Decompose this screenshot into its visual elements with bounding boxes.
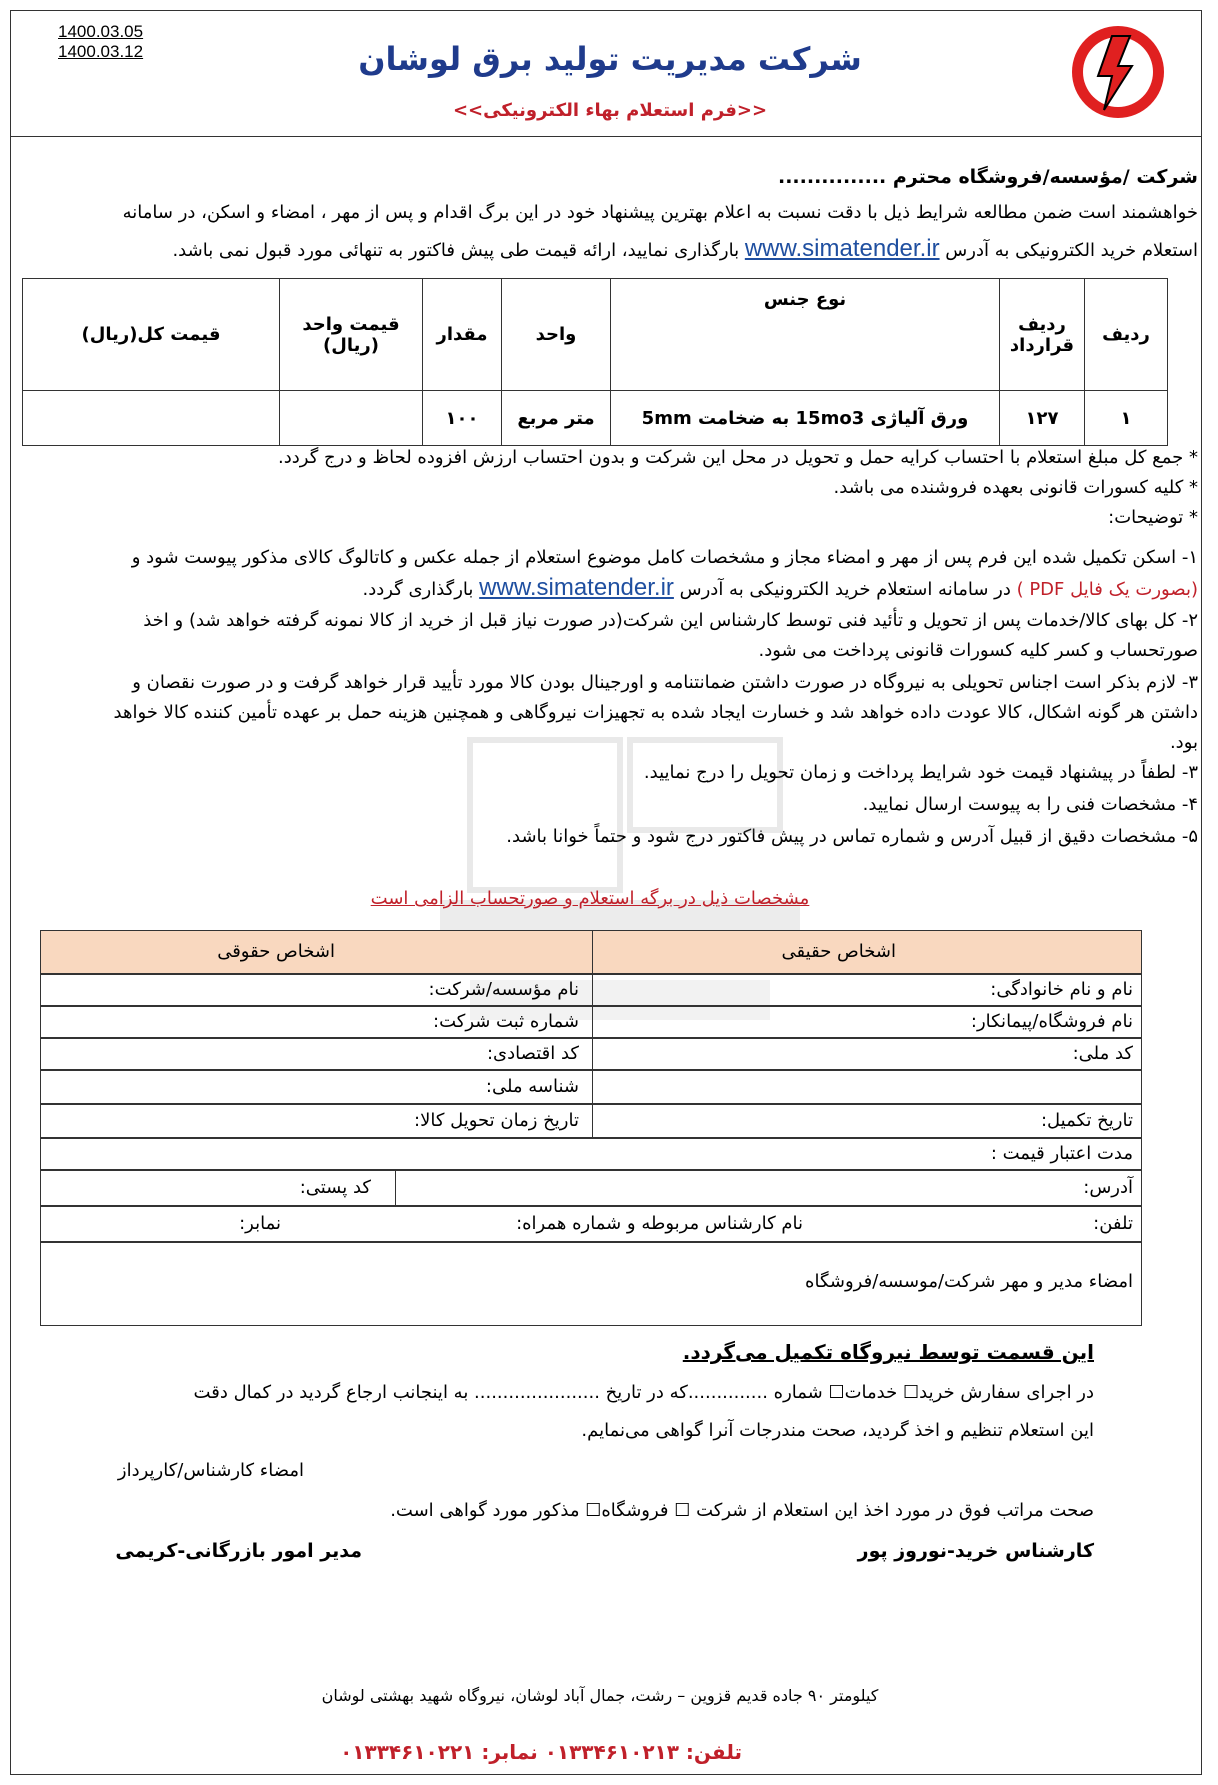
col-divider xyxy=(592,975,593,1007)
col-divider xyxy=(592,1007,593,1039)
form-row-dates[interactable] xyxy=(40,1104,1142,1138)
clause-4: ۳- لطفاً در پیشنهاد قیمت خود شرایط پرداخت و زمان تحویل را درج نمایید. xyxy=(643,762,1198,783)
col-divider xyxy=(395,1171,396,1207)
intro-line-2 xyxy=(18,234,1198,266)
date-2: 1400.03.12 xyxy=(58,42,144,61)
note-2: * کلیه کسورات قانونی بعهده فروشنده می باشد. xyxy=(833,477,1198,498)
plant-line-2: این استعلام تنظیم و اخذ گردید، صحت مندرجات آنرا گواهی می‌نمایم. xyxy=(581,1420,1094,1441)
clause-2-b: صورتحساب و کسر کلیه کسورات قانونی پرداخت می شود. xyxy=(758,640,1198,661)
clause-3-a: ۳- لازم بذکر است اجناس تحویلی به نیروگاه در صورت داشتن ضمانتنامه و اورجینال بودن کالا مورد تأیید قرار خواهد گرفت و در صورت نقصان و xyxy=(132,672,1198,693)
cell-quantity: ۱۰۰ xyxy=(423,391,502,446)
addressee-line: شرکت /مؤسسه/فروشگاه محترم ............... xyxy=(778,166,1198,188)
label-signature: امضاء مدیر و مهر شرکت/موسسه/فروشگاه xyxy=(805,1271,1133,1292)
form-row-contact[interactable] xyxy=(40,1206,1142,1242)
form-row-national[interactable] xyxy=(40,1038,1142,1070)
clause-6: ۵- مشخصات دقیق از قبیل آدرس و شماره تماس در پیش فاکتور درج شود و حتماً خوانا باشد. xyxy=(506,826,1198,847)
plant-line-1: در اجرای سفارش خرید☐ خدمات☐ شماره ..............که در تاریخ ...................... به اینجانب ارجاع گردید در کمال دقت xyxy=(193,1382,1094,1403)
clause-1-a: ۱- اسکن تکمیل شده این فرم پس از مهر و امضاء مجاز و مشخصات کامل موضوع استعلام از جمله عکس و کاتالوگ کالای مذکور پیوست شود و xyxy=(131,547,1198,568)
intro-text-a: استعلام خرید الکترونیکی به آدرس xyxy=(945,240,1198,261)
col-item-type: نوع جنس xyxy=(611,279,1000,391)
date-1: 1400.03.05 xyxy=(58,22,144,41)
company-title: شرکت مدیریت تولید برق لوشان xyxy=(358,40,862,78)
label-national-id: شناسه ملی: xyxy=(485,1076,579,1097)
clause-2-a: ۲- کل بهای کالا/خدمات پس از تحویل و تأئید فنی توسط کارشناس این شرکت(در صورت نیاز قبل از خرید از کالا نمونه گرفته خواهد شد) و اخذ xyxy=(143,610,1198,631)
label-national-code: کد ملی: xyxy=(1072,1043,1133,1064)
cell-contract-row: ۱۲۷ xyxy=(1000,391,1085,446)
cell-row: ۱ xyxy=(1085,391,1168,446)
note-3: * توضیحات: xyxy=(1108,507,1198,528)
label-address: آدرس: xyxy=(1083,1177,1133,1198)
label-full-name: نام و نام خانوادگی: xyxy=(990,979,1133,1000)
plant-line-4: صحت مراتب فوق در مورد اخذ این استعلام از شرکت ☐ فروشگاه☐ مذکور مورد گواهی است. xyxy=(390,1500,1094,1521)
form-row-signature[interactable] xyxy=(40,1242,1142,1326)
label-econ-code: کد اقتصادی: xyxy=(486,1043,579,1064)
required-info-title: مشخصات ذیل در برگه استعلام و صورتحساب الزامی است xyxy=(370,888,810,909)
col-divider xyxy=(592,1071,593,1105)
col-unit: واحد xyxy=(502,279,611,391)
cell-total-price[interactable] xyxy=(23,391,280,446)
label-expert: نام کارشناس مربوطه و شماره همراه: xyxy=(516,1213,803,1234)
date-stamps xyxy=(58,22,143,62)
sign-commerce-manager: مدیر امور بازرگانی-کریمی xyxy=(115,1540,362,1562)
label-fill-date: تاریخ تکمیل: xyxy=(1040,1110,1133,1131)
footer-address: کیلومتر ۹۰ جاده قدیم قزوین – رشت، جمال آباد لوشان، نیروگاه شهید بهشتی لوشان xyxy=(321,1686,879,1705)
items-table xyxy=(22,278,1168,446)
form-row-name[interactable] xyxy=(40,974,1142,1006)
col-quantity: مقدار xyxy=(423,279,502,391)
col-divider xyxy=(592,1105,593,1139)
head-legal-persons: اشخاص حقوقی xyxy=(217,941,335,962)
label-postal-code: کد پستی: xyxy=(299,1177,371,1198)
col-divider xyxy=(592,1039,593,1071)
col-divider xyxy=(592,931,593,975)
col-contract-row: ردیف قرارداد xyxy=(1000,279,1085,391)
clause-3-b: داشتن هر گونه اشکال، کالا عودت داده خواهد شد و خسارت ایجاد شده به تجهیزات نیروگاهی و همچنین هزینه حمل بر عهده تأمین کننده کالا خواهد xyxy=(113,702,1198,723)
footer-contact: تلفن: ۰۱۳۳۴۶۱۰۲۱۳ نمابر: ۰۱۳۳۴۶۱۰۲۲۱ xyxy=(340,1740,742,1764)
simatender-link-2[interactable]: www.simatender.ir xyxy=(479,574,674,601)
label-fax: نمابر: xyxy=(239,1213,281,1234)
cell-unit-price[interactable] xyxy=(280,391,423,446)
col-total-price: قیمت کل(ریال) xyxy=(23,279,280,391)
intro-text-b: بارگذاری نمایید، ارائه قیمت طی پیش فاکتور به تنهائی مورد قبول نمی باشد. xyxy=(172,240,740,261)
form-row-id[interactable] xyxy=(40,1070,1142,1104)
sign-purchase-expert: کارشناس خرید-نوروز پور xyxy=(857,1540,1094,1562)
header-divider xyxy=(10,136,1202,137)
clause-1-b xyxy=(18,573,1198,605)
head-real-persons: اشخاص حقیقی xyxy=(781,941,896,962)
label-delivery-date: تاریخ زمان تحویل کالا: xyxy=(414,1110,579,1131)
intro-line-1: خواهشمند است ضمن مطالعه شرایط ذیل با دقت نسبت به اعلام بهترین پیشنهاد خود در این برگ اقدام و پس از مهر ، امضاء و اسکن، در سامانه xyxy=(122,202,1198,223)
form-header-row xyxy=(40,930,1142,974)
col-row: ردیف xyxy=(1085,279,1168,391)
items-table-header xyxy=(23,279,1168,391)
label-phone: تلفن: xyxy=(1093,1213,1133,1234)
clause-3-c: بود. xyxy=(1169,732,1198,753)
plant-signature-label: امضاء کارشناس/کارپرداز xyxy=(117,1460,304,1481)
clause-1-end: بارگذاری گردد. xyxy=(362,579,474,600)
lightning-logo-icon xyxy=(1068,22,1168,122)
form-row-validity[interactable] xyxy=(40,1138,1142,1170)
label-reg-number: شماره ثبت شرکت: xyxy=(433,1011,579,1032)
label-validity: مدت اعتبار قیمت : xyxy=(990,1143,1133,1164)
simatender-link[interactable]: www.simatender.ir xyxy=(744,235,940,262)
form-row-address[interactable] xyxy=(40,1170,1142,1206)
label-shop-name: نام فروشگاه/پیمانکار: xyxy=(970,1011,1133,1032)
cell-item-type: ورق آلیاژی 15mo3 به ضخامت 5mm xyxy=(611,391,1000,446)
col-unit-price: قیمت واحد (ریال) xyxy=(280,279,423,391)
note-1: * جمع کل مبلغ استعلام با احتساب کرایه حمل و تحویل در محل این شرکت و بدون احتساب ارزش افزوده لحاظ و درج گردد. xyxy=(278,447,1198,468)
form-subtitle: <<فرم استعلام بهاء الکترونیکی>> xyxy=(452,100,768,121)
form-row-shop[interactable] xyxy=(40,1006,1142,1038)
pdf-note: (بصورت یک فایل PDF ) xyxy=(1016,579,1198,600)
plant-section-title: این قسمت توسط نیروگاه تکمیل می‌گردد. xyxy=(682,1340,1094,1364)
table-row xyxy=(23,391,1168,446)
clause-5: ۴- مشخصات فنی را به پیوست ارسال نمایید. xyxy=(862,794,1198,815)
clause-1-text: در سامانه استعلام خرید الکترونیکی به آدرس xyxy=(679,579,1011,600)
label-org-name: نام مؤسسه/شرکت: xyxy=(428,979,579,1000)
cell-unit: متر مربع xyxy=(502,391,611,446)
